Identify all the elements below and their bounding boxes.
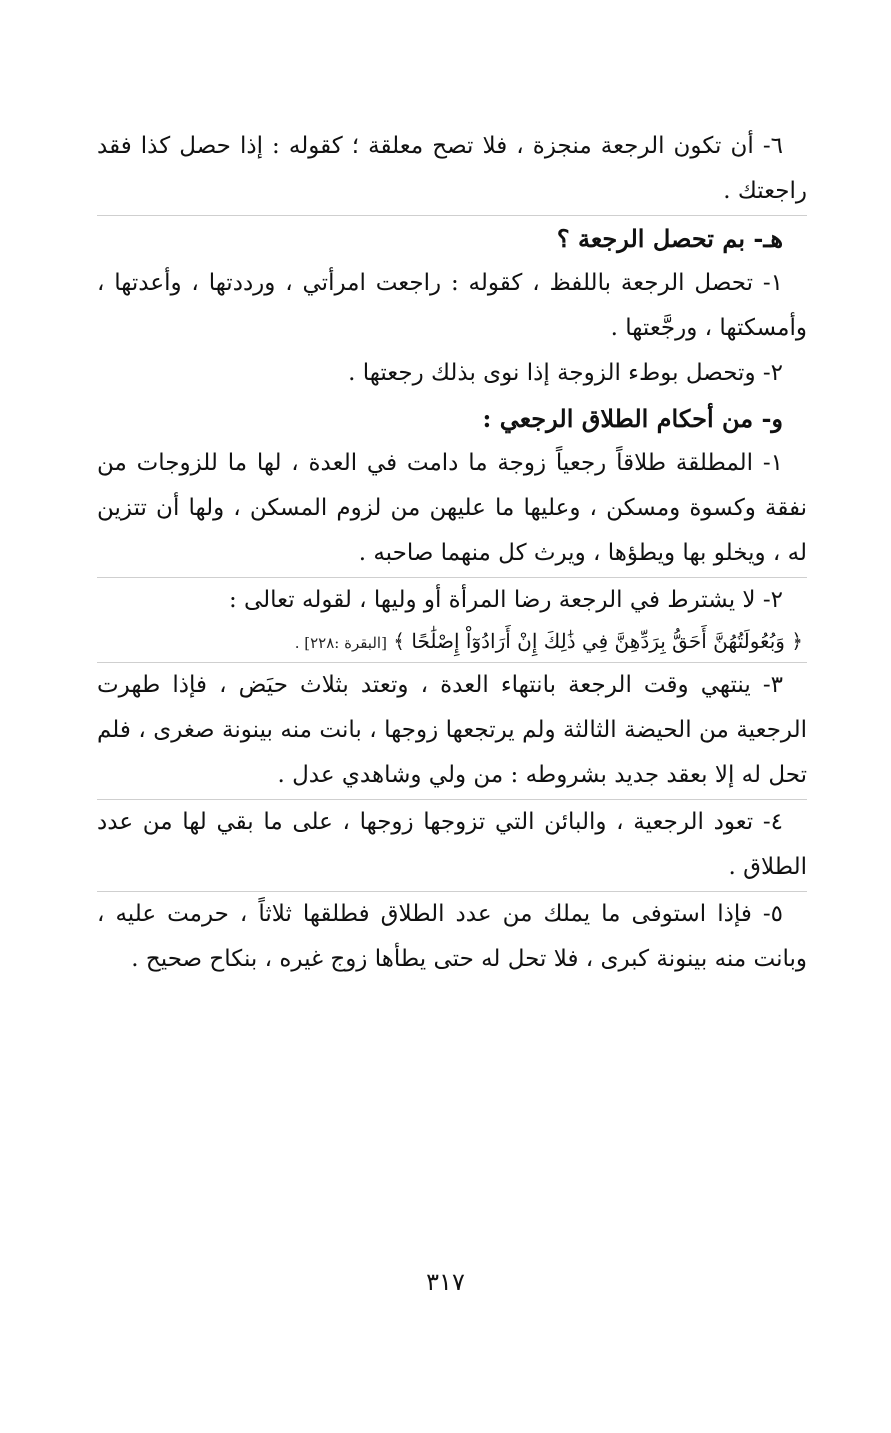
verse-reference: [البقرة :٢٢٨] .	[294, 634, 387, 652]
paragraph-how-1: ١- تحصل الرجعة باللفظ ، كقوله : راجعت امرأتي ، ورددتها ، وأعدتها ، وأمسكتها ، ورجَّعتها .	[97, 270, 807, 341]
paragraph-condition-6: ٦- أن تكون الرجعة منجزة ، فلا تصح معلقة ؛ كقوله : إذا حصل كذا فقد راجعتك .	[97, 133, 807, 204]
paragraph-ruling-4: ٤- تعود الرجعية ، والبائن التي تزوجها زوجها ، على ما بقي لها من عدد الطلاق .	[97, 809, 807, 880]
paragraph-ruling-2: ٢- لا يشترط في الرجعة رضا المرأة أو وليها ، لقوله تعالى :	[228, 587, 783, 613]
paragraph-how-2: ٢- وتحصل بوطء الزوجة إذا نوى بذلك رجعتها .	[348, 360, 783, 386]
paragraph-ruling-5: ٥- فإذا استوفى ما يملك من عدد الطلاق فطلقها ثلاثاً ، حرمت عليه ، وبانت منه بينونة كبرى ، فلا تحل له حتى يطأها زوج غيره ، بنكاح صحيح .	[97, 901, 807, 972]
quran-verse-line	[97, 623, 807, 661]
section-heading-how-raj-ah-occurs: هـ- بم تحصل الرجعة ؟	[556, 224, 783, 253]
page-body	[97, 124, 807, 982]
paragraph-ruling-3: ٣- ينتهي وقت الرجعة بانتهاء العدة ، وتعتد بثلاث حيَض ، فإذا طهرت الرجعية من الحيضة الثالثة ولم يرتجعها زوجها ، بانت منه بينونة صغرى ، فلم تحل له إلا بعقد جديد بشروطه : من ولي وشاهدي عدل .	[97, 672, 807, 788]
paragraph-ruling-1: ١- المطلقة طلاقاً رجعياً زوجة ما دامت في العدة ، لها ما للزوجات من نفقة وكسوة ومسكن ، وعليها ما عليهن من لزوم المسكن ، ولها أن تتزين له ، ويخلو بها ويطؤها ، ويرث كل منهما صاحبه .	[97, 450, 807, 566]
quran-verse: ﴿ وَبُعُولَتُهُنَّ أَحَقُّ بِرَدِّهِنَّ فِي ذَٰلِكَ إِنْ أَرَادُوٓاْ إِصْلَٰحًا ﴾	[393, 629, 803, 653]
page-number: ٣١٧	[426, 1268, 465, 1296]
section-heading-rulings: و- من أحكام الطلاق الرجعي :	[482, 404, 783, 433]
